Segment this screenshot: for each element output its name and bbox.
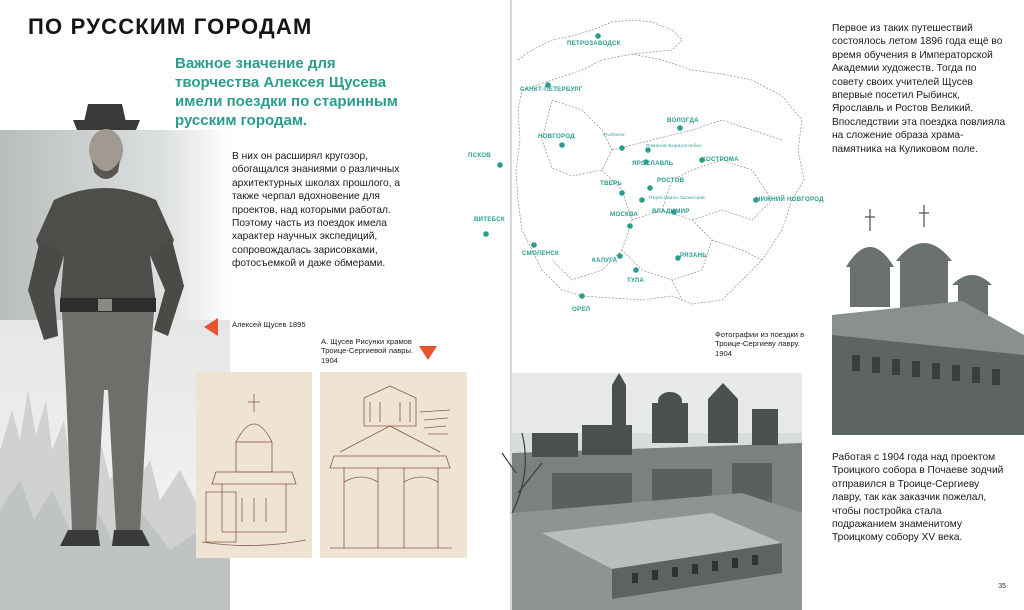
map-label-vologda: ВОЛОГДА bbox=[667, 117, 699, 124]
map-label-rostov: РОСТОВ bbox=[657, 177, 685, 184]
page-title: ПО РУССКИМ ГОРОДАМ bbox=[28, 14, 313, 39]
sketch-drawing-church-porch bbox=[320, 372, 467, 558]
body-paragraph: В них он расширял кругозор, обогащался знаниями о различных архитектурных школах прошлого, а также черпал вдохновение для проектов, над которыми работал. Поэтому часть из поездок имела характер научных экспедиций, сопровождалась зарисовками, фотосъемкой и даже обмерами. bbox=[232, 151, 401, 270]
map-label-nizhny-novgorod: НИЖНИЙ НОВГОРОД bbox=[756, 196, 824, 203]
page-number: 35 bbox=[998, 583, 1006, 590]
map-label-saint-petersburg: САНКТ-ПЕТЕРБУРГ bbox=[520, 86, 583, 93]
map-label-kostroma: КОСТРОМА bbox=[702, 156, 739, 163]
map-label-ryazan: РЯЗАНЬ bbox=[680, 252, 707, 259]
map-label-petrozavodsk: ПЕТРОЗАВОДСК bbox=[567, 40, 621, 47]
map-label-pereslavl-zalessky: Переславль-Залесский bbox=[649, 196, 705, 201]
lavra-photo bbox=[512, 373, 802, 610]
drawings-caption: А. Щусев Рисунки храмов Троице-Сергиевой лавры. 1904 bbox=[321, 337, 414, 365]
left-page bbox=[0, 0, 511, 610]
lead-paragraph: Важное значение для творчества Алексея Щусева имели поездки по старинным русским городам. bbox=[175, 55, 398, 129]
right-page bbox=[468, 0, 1024, 610]
map-label-oryol: ОРЁЛ bbox=[572, 306, 591, 313]
right-paragraph-top: Первое из таких путешествий состоялось летом 1896 года ещё во время обучения в Императорской Академии художеств. Тогда по совету своих учителей Щусев впервые посетил Рыбинск, Ярославль и Ростов Великий. Впоследствии эта поездка повлияла на сложение образа храма-памятника на Куликовом поле. bbox=[832, 23, 1006, 155]
map-label-romanov-borisoglebsk: Романов-Борисоглебск bbox=[646, 144, 702, 149]
pointer-down-icon bbox=[419, 346, 437, 360]
cathedral-photo bbox=[832, 205, 1024, 435]
map-label-rybinsk: Рыбинск bbox=[604, 133, 625, 138]
lavra-photo-caption: Фотографии из поездки в Троице-Сергиеву лавру. 1904 bbox=[715, 330, 805, 358]
map-label-pskov: ПСКОВ bbox=[468, 152, 491, 159]
map-label-vitebsk: ВИТЕБСК bbox=[474, 216, 505, 223]
map-label-yaroslavl: ЯРОСЛАВЛЬ bbox=[632, 160, 674, 167]
portrait-caption: Алексей Щусев 1895 bbox=[232, 320, 306, 329]
map-label-smolensk: СМОЛЕНСК bbox=[522, 250, 559, 257]
map-label-tver: ТВЕРЬ bbox=[600, 180, 622, 187]
map-label-vladimir: ВЛАДИМИР bbox=[652, 208, 690, 215]
sketch-drawing-church-dome bbox=[196, 372, 312, 558]
right-paragraph-bottom: Работая с 1904 года над проектом Троицкого собора в Почаеве зодчий отправился в Троице-Сергиеву лавру, так как заказчик пожелал, чтобы постройка стала подражанием знаменитому Троицкому собору XV века. bbox=[832, 452, 1004, 544]
map-label-tula: ТУЛА bbox=[627, 277, 645, 284]
map-label-kaluga: КАЛУГА bbox=[592, 257, 618, 264]
map-label-moskva: МОСКВА bbox=[610, 211, 639, 218]
map-label-novgorod: НОВГОРОД bbox=[538, 133, 575, 140]
pointer-left-icon bbox=[204, 318, 218, 336]
